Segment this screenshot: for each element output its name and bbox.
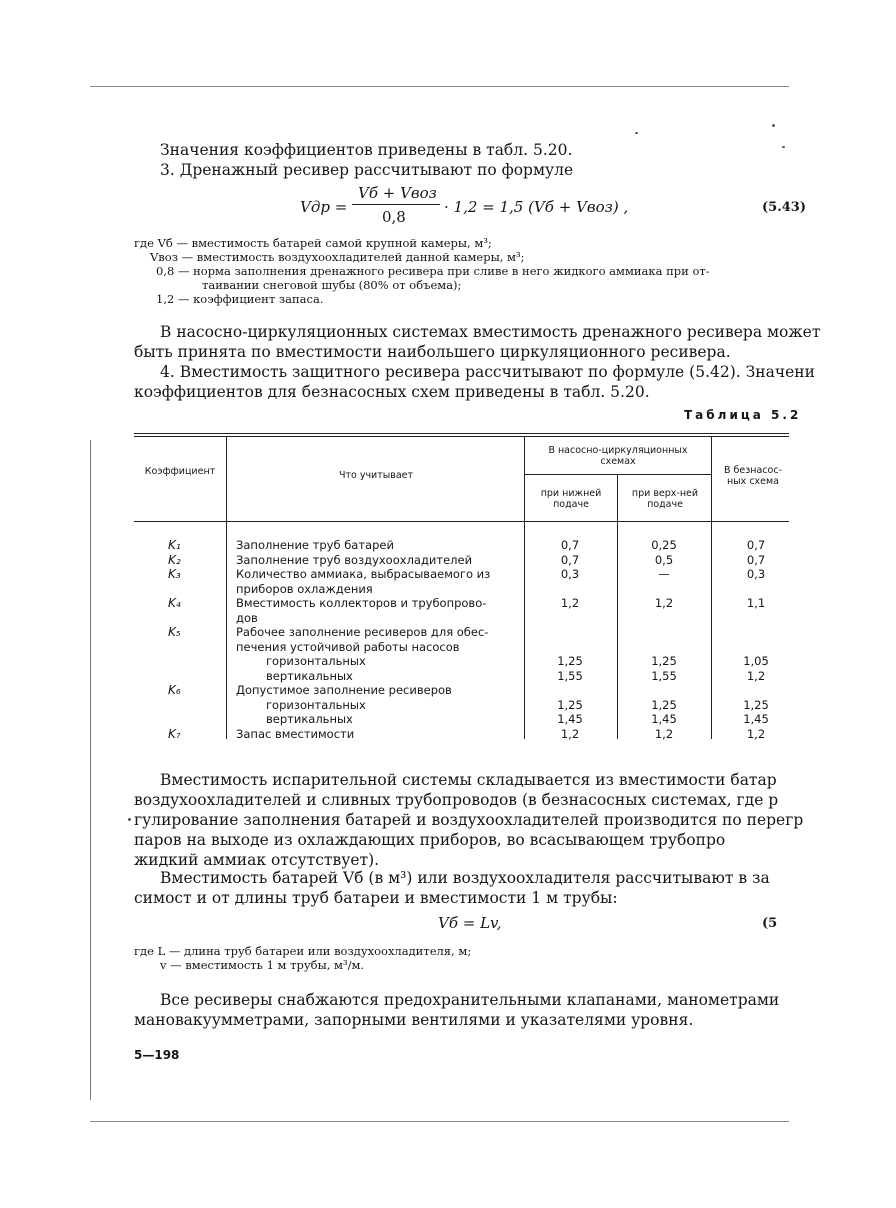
- value-cell: 1,45: [743, 712, 769, 726]
- description-cell: Количество аммиака, выбрасываемого из: [236, 567, 491, 581]
- header-pump-group: В насосно-циркуляционных схемах: [548, 445, 688, 467]
- intro-line: 3. Дренажный ресивер рассчитывают по формуле: [160, 161, 574, 179]
- description-cell: горизонтальных: [266, 697, 366, 712]
- formula-rhs: · 1,2 = 1,5 (Vб + Vвоз) ,: [444, 198, 629, 216]
- value-cell: 1,05: [743, 654, 769, 668]
- value-cell: 1,25: [557, 654, 583, 668]
- coef-cell: K₆: [168, 683, 181, 697]
- value-cell: 1,2: [560, 726, 580, 741]
- formula-number: (5: [762, 916, 778, 931]
- value-cell: 0,25: [651, 538, 677, 552]
- description-cell: печения устойчивой работы насосов: [236, 639, 460, 654]
- value-cell: 1,25: [557, 697, 583, 712]
- description-cell: Вместимость коллекторов и трубопрово-: [236, 596, 487, 610]
- text-line: воздухоохладителей и сливных трубопроводов (в безнасосных системах, где р: [134, 791, 779, 809]
- description-cell: Заполнение труб воздухоохладителей: [236, 552, 473, 567]
- formula-numerator: Vб + Vвоз: [358, 184, 437, 202]
- coef-cell: K₃: [168, 567, 181, 581]
- header-coef: Коэффициент: [144, 466, 216, 477]
- value-cell: 1,2: [746, 668, 766, 683]
- formula-vb: Vб = Lv,: [438, 914, 502, 932]
- formula-lhs: Vдр =: [300, 198, 348, 216]
- description-cell: горизонтальных: [266, 654, 366, 668]
- value-cell: 1,1: [746, 596, 766, 610]
- scan-speck: [772, 124, 775, 127]
- description-cell: Запас вместимости: [236, 726, 355, 741]
- value-cell: 0,7: [560, 538, 580, 552]
- value-cell: 1,2: [560, 596, 580, 610]
- text-line: Вместимость батарей Vб (в м³) или воздухоохладителя рассчитывают в за: [160, 869, 770, 887]
- table-col-divider: [226, 436, 227, 739]
- text-line: жидкий аммиак отсутствует).: [134, 851, 380, 869]
- description-cell: вертикальных: [266, 712, 353, 726]
- header-what: Что учитывает: [338, 470, 414, 481]
- page-edge: [90, 440, 91, 1100]
- text-line: 4. Вместимость защитного ресивера рассчитывают по формуле (5.42). Значени: [160, 363, 815, 381]
- value-cell: 1,45: [651, 712, 677, 726]
- text-line: гулирование заполнения батарей и воздухоохладителей производится по перегр: [134, 811, 804, 829]
- value-cell: 1,25: [651, 697, 677, 712]
- text-line: паров на выходе из охлаждающих приборов, во всасывающем трубопро: [134, 831, 726, 849]
- coef-cell: K₅: [168, 625, 181, 639]
- table-col-divider: [524, 436, 525, 739]
- page-number: 5—198: [134, 1048, 180, 1062]
- legend-line: 1,2 — коэффициент запаса.: [156, 292, 324, 306]
- formula-denominator: 0,8: [382, 208, 406, 226]
- table-rule: [134, 433, 789, 434]
- table-col-divider: [617, 474, 618, 739]
- coef-cell: K₄: [168, 596, 181, 610]
- formula-number: (5.43): [762, 200, 806, 215]
- description-cell: вертикальных: [266, 668, 353, 683]
- header-lower: при нижней подаче: [540, 488, 602, 510]
- value-cell: 1,2: [654, 726, 674, 741]
- description-cell: дов: [236, 610, 258, 625]
- scan-speck: [635, 132, 638, 134]
- value-cell: 0,7: [746, 552, 766, 567]
- legend-line: Vвоз — вместимость воздухоохладителей данной камеры, м³;: [150, 250, 525, 264]
- text-line: мановакуумметрами, запорными вентилями и указателями уровня.: [134, 1011, 694, 1029]
- value-cell: 1,2: [746, 726, 766, 741]
- table-title: Таблица 5.2: [684, 408, 802, 422]
- value-cell: 0,7: [560, 552, 580, 567]
- value-cell: 1,2: [654, 596, 674, 610]
- scan-speck: [128, 818, 131, 821]
- value-cell: 0,5: [654, 552, 674, 567]
- legend-line: v — вместимость 1 м трубы, м³/м.: [160, 958, 365, 972]
- scan-speck: [782, 146, 785, 148]
- value-cell: 0,3: [560, 567, 580, 581]
- fraction-bar: [352, 204, 440, 205]
- value-cell: —: [658, 567, 670, 581]
- text-line: коэффициентов для безнасосных схем приведены в табл. 5.20.: [134, 383, 650, 401]
- text-line: Вместимость испарительной системы складывается из вместимости батар: [160, 771, 777, 789]
- header-pumpless: В безнасос-ных схема: [723, 465, 782, 487]
- description-cell: Допустимое заполнение ресиверов: [236, 683, 452, 697]
- legend-line: 0,8 — норма заполнения дренажного ресивера при сливе в него жидкого аммиака при от-: [156, 264, 710, 278]
- table-rule: [134, 521, 789, 522]
- description-cell: Рабочее заполнение ресиверов для обес-: [236, 625, 489, 639]
- value-cell: 1,45: [557, 712, 583, 726]
- description-cell: Заполнение труб батарей: [236, 538, 394, 552]
- text-line: быть принята по вместимости наибольшего циркуляционного ресивера.: [134, 343, 731, 361]
- table-rule: [134, 436, 789, 437]
- legend-line: где L — длина труб батареи или воздухоохладителя, м;: [134, 944, 472, 958]
- table-col-divider: [711, 436, 712, 739]
- value-cell: 1,25: [651, 654, 677, 668]
- value-cell: 1,55: [557, 668, 583, 683]
- coef-cell: K₂: [168, 552, 181, 567]
- text-line: Все ресиверы снабжаются предохранительными клапанами, манометрами: [160, 991, 780, 1009]
- value-cell: 1,25: [743, 697, 769, 712]
- text-line: В насосно-циркуляционных системах вместимость дренажного ресивера может: [160, 323, 821, 341]
- value-cell: 1,55: [651, 668, 677, 683]
- legend-line: где Vб — вместимость батарей самой крупной камеры, м³;: [134, 236, 492, 250]
- intro-line: Значения коэффициентов приведены в табл. 5.20.: [160, 141, 573, 159]
- description-cell: приборов охлаждения: [236, 581, 373, 596]
- header-upper: при верх-ней подаче: [631, 488, 699, 510]
- coef-cell: K₁: [168, 538, 181, 552]
- coef-cell: K₇: [168, 726, 181, 741]
- value-cell: 0,7: [746, 538, 766, 552]
- value-cell: 0,3: [746, 567, 766, 581]
- legend-line: таивании снеговой шубы (80% от объема);: [202, 278, 462, 292]
- text-line: симост и от длины труб батареи и вместимости 1 м трубы:: [134, 889, 618, 907]
